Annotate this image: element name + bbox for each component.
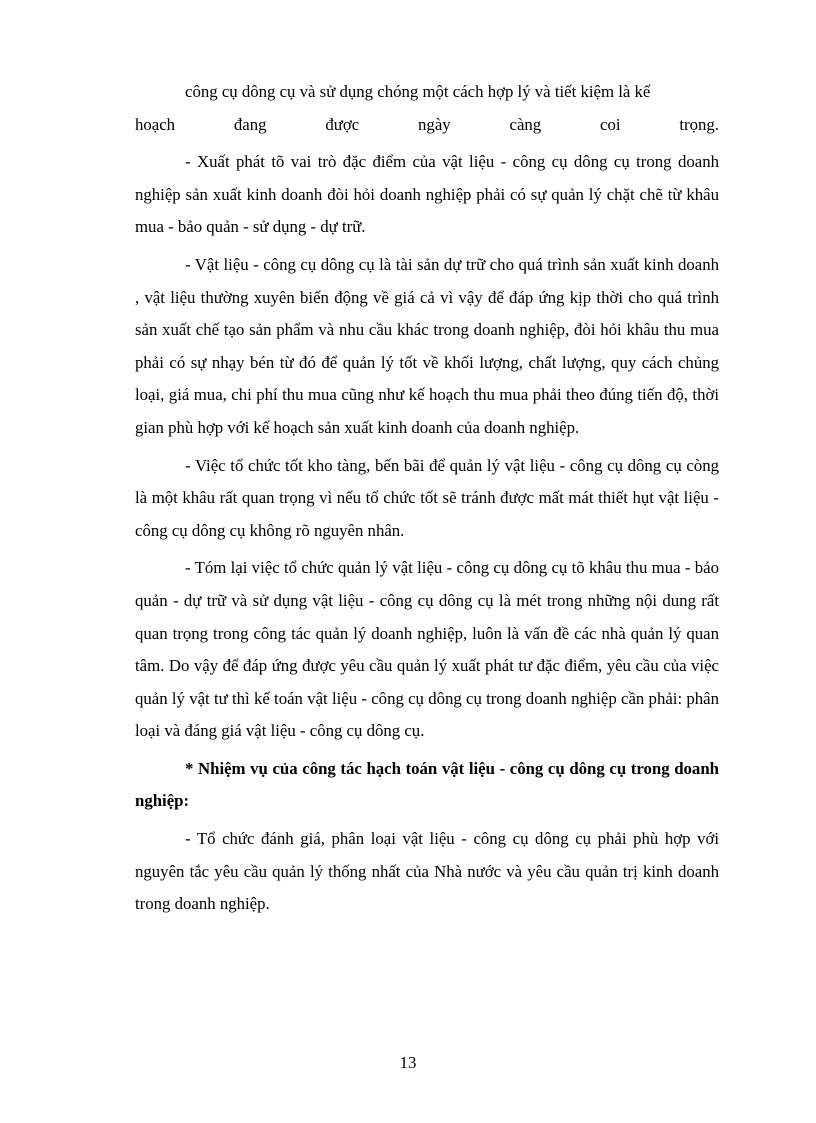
- paragraph-summary: - Tóm lại việc tổ chức quản lý vật liệu - công cụ dông cụ tõ khâu thu mua - bảo quản - dự trữ và sử dụng vật liệu - công cụ dông cụ là mét trong những nội dung rất quan trọng trong công tác quản lý doanh nghiệp, luôn là vấn đề các nhà quản lý quan tâm. Do vậy để đáp ứng được yêu cầu quản lý xuất phát tư đặc điểm, yêu cầu của việc quản lý vật tư thì kế toán vật liệu - công cụ dông cụ trong doanh nghiệp cần phải: phân loại và đáng giá vật liệu - công cụ dông cụ.: [135, 558, 719, 741]
- paragraph-purchasing: - Xuất phát tõ vai trò đặc điểm của vật liệu - công cụ dông cụ trong doanh nghiệp sản xuất kinh doanh đòi hỏi doanh nghiệp phải có sự quản lý chặt chẽ từ khâu mua - bảo quản - sử dụng - dự trữ.: [135, 152, 719, 237]
- paragraph-line: hoạch đang được ngày càng coi trọng.: [135, 114, 719, 134]
- paragraph-organization: - Tổ chức đánh giá, phân loại vật liệu - công cụ dông cụ phải phù hợp với nguyên tắc yêu cầu quản lý thống nhất của Nhà nước và yêu cầu quản trị kinh doanh trong doanh nghiệp.: [135, 829, 719, 914]
- paragraph-warehouse: - Việc tổ chức tốt kho tàng, bến bãi để quản lý vật liệu - công cụ dông cụ còng là một khâu rất quan trọng vì nếu tổ chức tốt sẽ tránh được mất mát thiết hụt vật liệu - công cụ dông cụ không rõ nguyên nhân.: [135, 455, 719, 540]
- section-heading: * Nhiệm vụ của công tác hạch toán vật liệu - công cụ dông cụ trong doanh nghiệp:: [135, 758, 719, 811]
- paragraph-continuation: [135, 76, 719, 141]
- page-body: [135, 76, 719, 926]
- paragraph-line: công cụ dông cụ và sử dụng chóng một cách hợp lý và tiết kiệm là kế: [185, 82, 651, 101]
- paragraph-inventory: - Vật liệu - công cụ dông cụ là tài sản dự trữ cho quá trình sản xuất kinh doanh , vật liệu thường xuyên biến động về giá cả vì vậy để đáp ứng kịp thời cho quá trình sản xuất chế tạo sản phẩm và nhu cầu khác trong doanh nghiệp, đòi hỏi khâu thu mua phải có sự nhạy bén từ đó để quản lý tốt về khối lượng, chất lượng, quy cách chủng loại, giá mua, chi phí thu mua cũng như kế hoạch thu mua phải theo đúng tiến độ, thời gian phù hợp với kế hoạch sản xuất kinh doanh của doanh nghiệp.: [135, 254, 719, 437]
- page-number: 13: [399, 1053, 417, 1072]
